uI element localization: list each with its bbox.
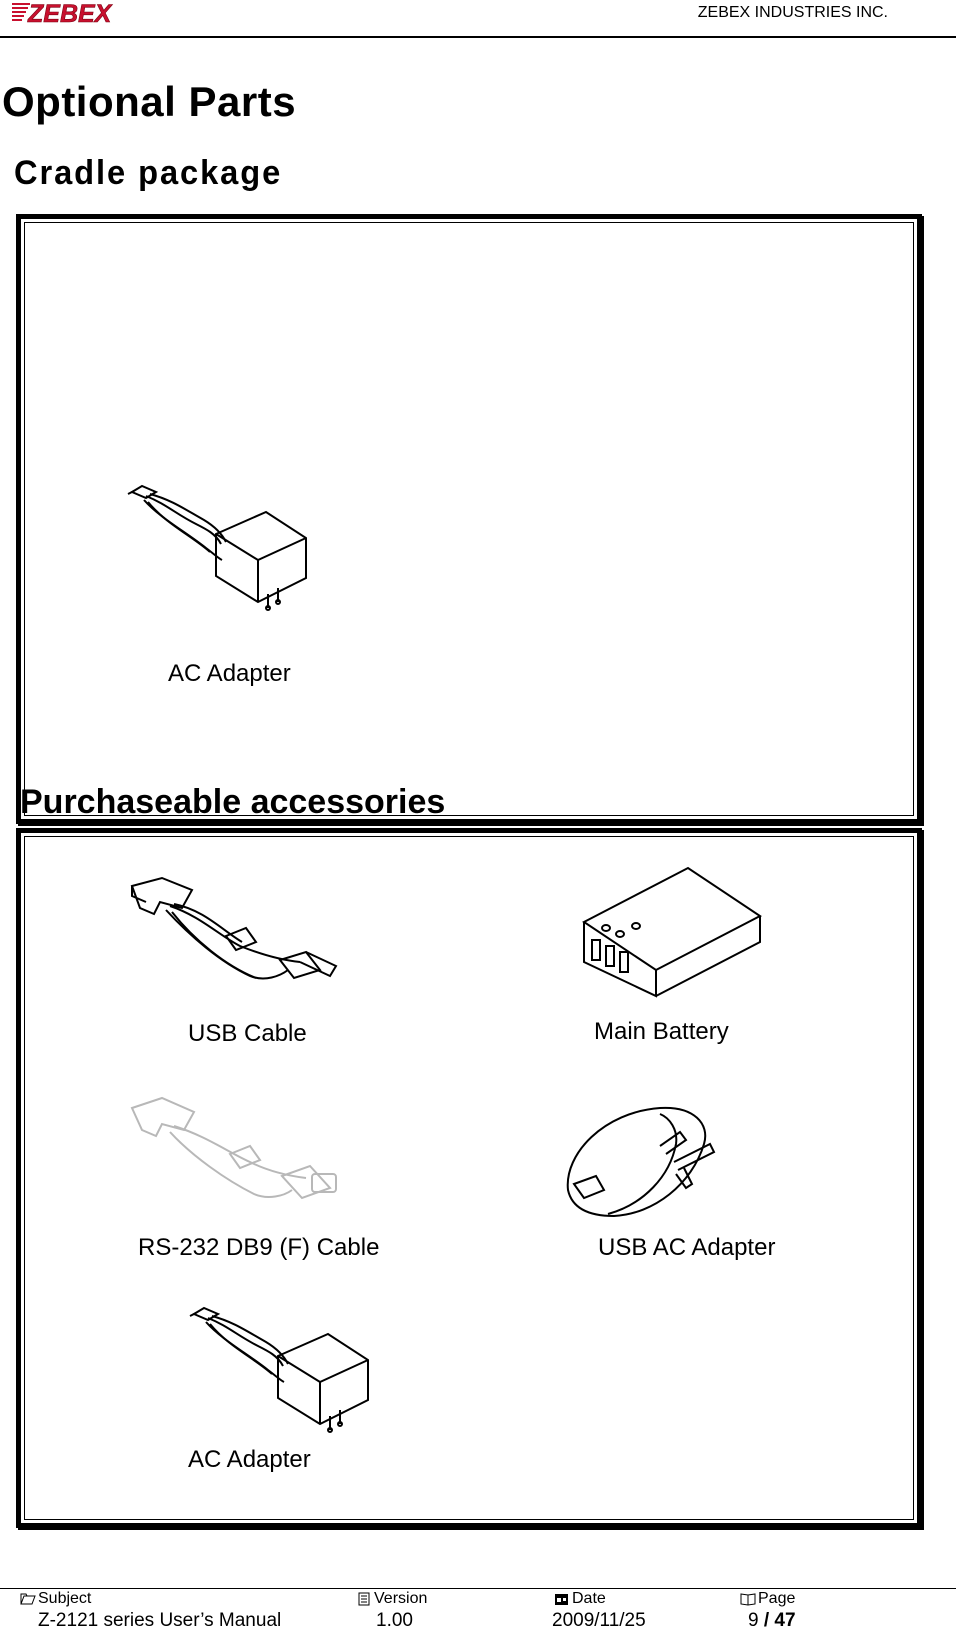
cradle-ac-adapter-label: AC Adapter [168, 660, 291, 687]
cradle-section-title: Cradle package [14, 154, 283, 192]
accessories-ac-adapter-label: AC Adapter [188, 1446, 311, 1473]
usb-cable-icon [130, 876, 340, 996]
header-divider [0, 36, 956, 38]
footer-version-label: Version [356, 1590, 427, 1608]
footer-version-value: 1.00 [376, 1610, 413, 1631]
rs232-cable-label: RS-232 DB9 (F) Cable [138, 1234, 380, 1261]
book-icon [740, 1592, 756, 1606]
calendar-icon [554, 1592, 570, 1606]
zebex-logo [12, 0, 137, 26]
accessories-section-title: Purchaseable accessories [20, 783, 446, 821]
usb-ac-adapter-icon [564, 1104, 724, 1218]
battery-icon [582, 866, 764, 998]
company-name: ZEBEX INDUSTRIES INC. [697, 4, 888, 21]
footer-divider [0, 1588, 956, 1589]
rs232-cable-icon [130, 1094, 342, 1210]
footer-subject-label: Subject [20, 1590, 91, 1608]
footer-subject-value: Z-2121 series User’s Manual [38, 1610, 282, 1631]
ac-adapter-icon [126, 474, 316, 614]
svg-text:ZEBEX: ZEBEX [28, 0, 112, 26]
document-icon [356, 1592, 372, 1606]
page-title: Optional Parts [2, 78, 297, 125]
ac-adapter-icon [188, 1296, 378, 1436]
folder-icon [20, 1592, 36, 1606]
main-battery-label: Main Battery [594, 1018, 729, 1045]
footer-date-label: Date [554, 1590, 606, 1608]
footer-date-value: 2009/11/25 [552, 1610, 646, 1631]
footer-page-label: Page [740, 1590, 795, 1608]
usb-cable-label: USB Cable [188, 1020, 307, 1047]
footer-page-value: 9 / 47 [748, 1610, 796, 1631]
usb-ac-adapter-label: USB AC Adapter [598, 1234, 776, 1261]
